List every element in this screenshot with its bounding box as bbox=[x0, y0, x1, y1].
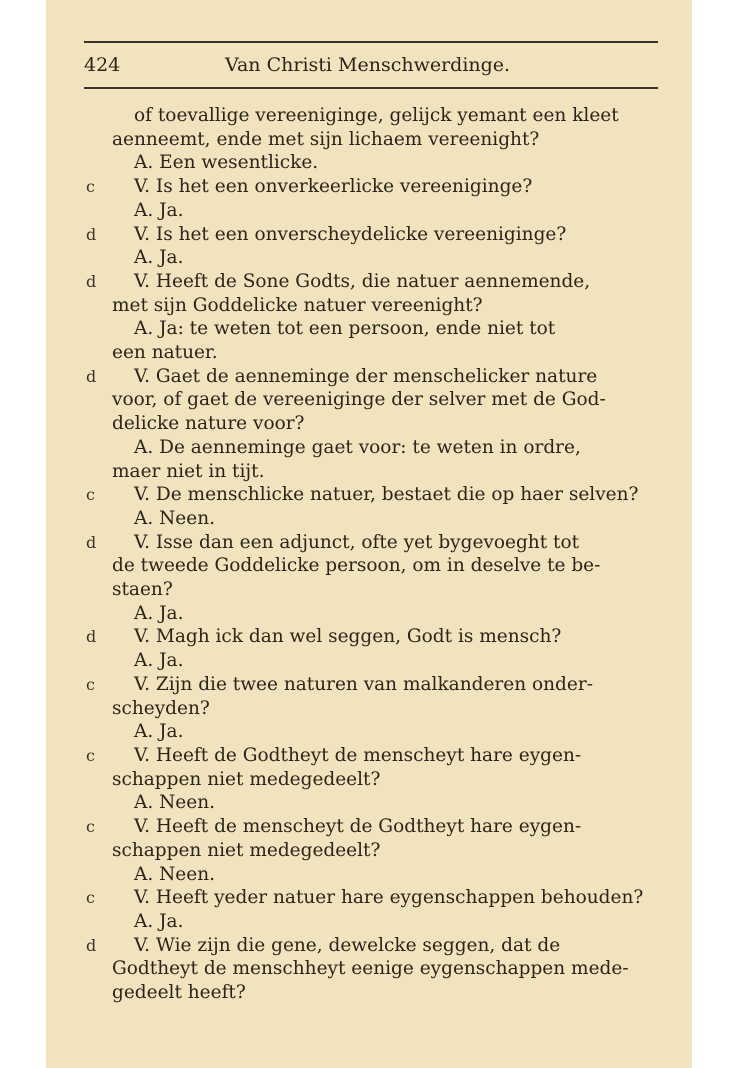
paragraph bbox=[112, 910, 660, 934]
paragraph bbox=[112, 436, 660, 483]
paragraph bbox=[112, 317, 660, 364]
text-line: V. Gaet de aenneminge der menschelicker nature bbox=[134, 365, 598, 387]
paragraph bbox=[86, 934, 660, 1005]
margin-mark: c bbox=[86, 674, 95, 694]
text-line: gedeelt heeft? bbox=[112, 982, 246, 1004]
text-line: A. Neen. bbox=[134, 792, 216, 814]
text-line: V. Is het een onverscheydelicke vereeniginge? bbox=[134, 223, 567, 245]
margin-mark: d bbox=[86, 224, 97, 244]
paragraph bbox=[86, 365, 660, 436]
paragraph bbox=[86, 270, 660, 317]
paragraph bbox=[86, 625, 660, 649]
margin-mark: c bbox=[86, 817, 95, 837]
paragraph bbox=[86, 744, 660, 791]
text-line: A. Neen. bbox=[134, 507, 216, 529]
paragraph bbox=[86, 175, 660, 199]
text-line: A. Ja. bbox=[134, 602, 184, 624]
paragraph bbox=[112, 791, 660, 815]
paragraph bbox=[86, 815, 660, 862]
text-line: schappen niet medegedeelt? bbox=[112, 768, 381, 790]
paragraph bbox=[112, 246, 660, 270]
paragraph bbox=[112, 151, 660, 175]
text-line: Godtheyt de menschheyt eenige eygenschappen mede- bbox=[112, 958, 629, 980]
header-rule-bottom bbox=[84, 87, 658, 89]
text-line: V. Is het een onverkeerlicke vereeniginge? bbox=[134, 176, 533, 198]
text-line: staen? bbox=[112, 579, 173, 601]
paragraph bbox=[86, 223, 660, 247]
text-line: V. Heeft de Sone Godts, die natuer aennemende, bbox=[134, 270, 591, 292]
text-line: maer niet in tijt. bbox=[112, 460, 265, 482]
text-line: V. Heeft yeder natuer hare eygenschappen behouden? bbox=[134, 887, 644, 909]
text-line: A. Ja. bbox=[134, 650, 184, 672]
margin-mark: d bbox=[86, 627, 97, 647]
text-line: schappen niet medegedeelt? bbox=[112, 839, 381, 861]
text-line: A. Ja: te weten tot een persoon, ende niet tot bbox=[134, 318, 556, 340]
margin-mark: c bbox=[86, 485, 95, 505]
text-line: A. Ja. bbox=[134, 721, 184, 743]
margin-mark: c bbox=[86, 745, 95, 765]
margin-mark: c bbox=[86, 177, 95, 197]
catechism-text bbox=[86, 104, 660, 1005]
paragraph bbox=[112, 602, 660, 626]
text-line: A. Een wesentlicke. bbox=[134, 152, 319, 174]
text-line: A. Ja. bbox=[134, 910, 184, 932]
running-title: Van Christi Menschwerdinge. bbox=[225, 54, 511, 76]
text-line: A. De aenneminge gaet voor: te weten in ordre, bbox=[134, 436, 581, 458]
text-line: V. Heeft de Godtheyt de menscheyt hare eygen- bbox=[134, 744, 582, 766]
text-line: of toevallige vereeniginge, gelijck yemant een kleet bbox=[134, 105, 619, 126]
paragraph bbox=[112, 104, 660, 151]
margin-mark: d bbox=[86, 271, 97, 291]
header-rule-top bbox=[84, 41, 658, 43]
paragraph bbox=[112, 720, 660, 744]
paragraph bbox=[112, 507, 660, 531]
paragraph bbox=[112, 863, 660, 887]
paragraph bbox=[86, 673, 660, 720]
text-line: met sijn Goddelicke natuer vereenight? bbox=[112, 294, 483, 316]
text-line: delicke nature voor? bbox=[112, 413, 305, 435]
text-line: A. Ja. bbox=[134, 247, 184, 269]
paragraph bbox=[86, 886, 660, 910]
text-line: V. Wie zijn die gene, dewelcke seggen, dat de bbox=[134, 934, 561, 956]
text-line: een natuer. bbox=[112, 342, 218, 364]
margin-mark: d bbox=[86, 532, 97, 552]
paragraph bbox=[86, 483, 660, 507]
paragraph bbox=[112, 199, 660, 223]
page-number: 424 bbox=[84, 54, 121, 76]
text-line: V. Heeft de menscheyt de Godtheyt hare eygen- bbox=[134, 816, 582, 838]
text-line: V. Zijn die twee naturen van malkanderen onder- bbox=[134, 673, 593, 695]
text-line: V. Magh ick dan wel seggen, Godt is mensch? bbox=[134, 626, 562, 648]
margin-mark: d bbox=[86, 935, 97, 955]
paragraph bbox=[86, 531, 660, 602]
text-line: voor, of gaet de vereeniginge der selver met de God- bbox=[112, 389, 606, 411]
text-line: A. Ja. bbox=[134, 199, 184, 221]
text-line: scheyden? bbox=[112, 697, 210, 719]
text-line: V. De menschlicke natuer, bestaet die op haer selven? bbox=[134, 484, 639, 506]
margin-mark: d bbox=[86, 366, 97, 386]
paragraph bbox=[112, 649, 660, 673]
text-line: V. Isse dan een adjunct, ofte yet bygevoeght tot bbox=[134, 531, 580, 553]
text-line: A. Neen. bbox=[134, 863, 216, 885]
text-line: aenneemt, ende met sijn lichaem vereenight? bbox=[112, 128, 540, 150]
text-line: de tweede Goddelicke persoon, om in deselve te be- bbox=[112, 555, 601, 577]
margin-mark: c bbox=[86, 888, 95, 908]
